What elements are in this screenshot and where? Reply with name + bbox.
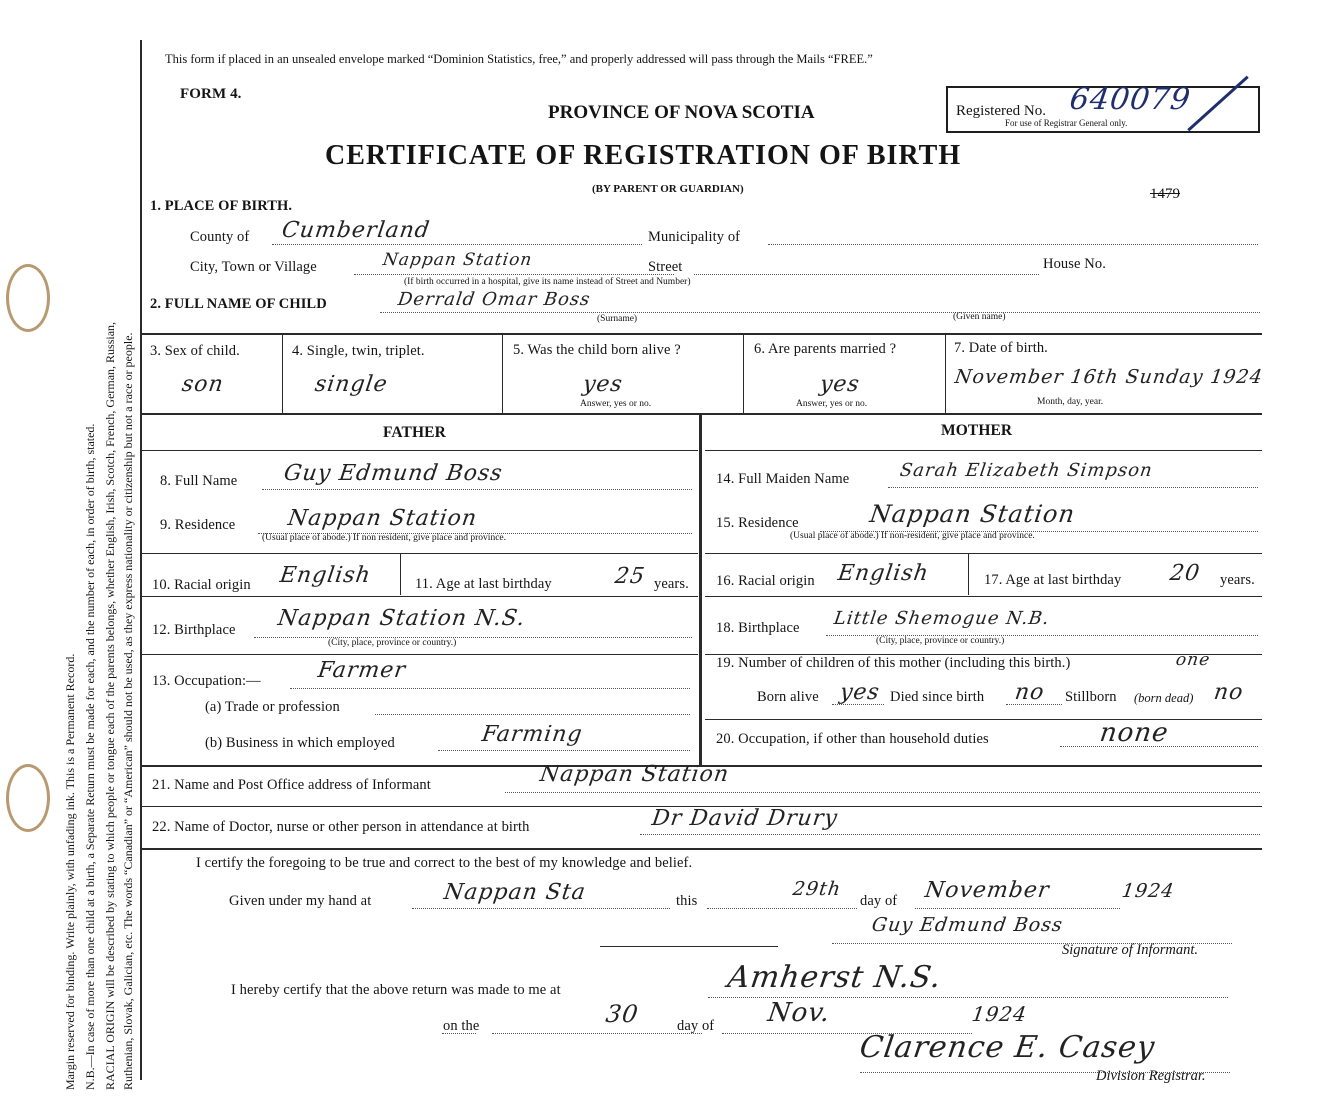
father-residence-note: (Usual place of abode.) If non resident, give place and province. — [262, 533, 506, 543]
municipality-label: Municipality of — [648, 229, 741, 245]
registered-note: For use of Registrar General only. — [1005, 118, 1128, 128]
sex-label: 3. Sex of child. — [150, 343, 240, 359]
birth-date-value: November 16th Sunday 1924 — [953, 366, 1265, 388]
parents-married-label: 6. Are parents married ? — [754, 341, 897, 357]
city-label: City, Town or Village — [190, 259, 317, 275]
stillborn-value: no — [1212, 680, 1246, 705]
children-label: 19. Number of children of this mother (including this birth.) — [716, 655, 1071, 671]
mother-birthplace-value: Little Shemogue N.B. — [832, 608, 1052, 629]
form-number: FORM 4. — [180, 86, 242, 102]
informant-signature-label: Signature of Informant. — [1062, 942, 1199, 958]
given-at-value: Nappan Sta — [442, 880, 588, 905]
column-divider — [699, 415, 702, 765]
mother-age-value: 20 — [1168, 561, 1202, 586]
father-age-years: years. — [654, 576, 689, 592]
hospital-note: (If birth occurred in a hospital, give its name instead of Street and Number) — [404, 277, 691, 287]
informant-value: Nappan Station — [538, 762, 731, 787]
father-residence-value: Nappan Station — [286, 506, 479, 531]
father-age-label: 11. Age at last birthday — [415, 576, 552, 592]
father-name-label: 8. Full Name — [160, 473, 238, 489]
business-label: (b) Business in which employed — [205, 735, 395, 751]
side-note-1: Margin reserved for binding. Write plainly, with unfading ink. This is a Permanent Record. — [63, 653, 77, 1090]
given-label: Given under my hand at — [229, 893, 372, 909]
this-label: this — [676, 893, 698, 909]
cert-statement: I certify the foregoing to be true and correct to the best of my knowledge and belief. — [196, 855, 693, 871]
registration-day-value: 30 — [604, 1000, 641, 1028]
mother-name-value: Sarah Elizabeth Simpson — [898, 460, 1155, 481]
divider-row3-top — [142, 333, 1262, 335]
margin-line — [140, 40, 142, 1080]
mother-name-label: 14. Full Maiden Name — [716, 471, 850, 487]
father-occupation-label: 13. Occupation:— — [152, 673, 261, 689]
child-name-value: Derrald Omar Boss — [396, 289, 592, 310]
father-birthplace-note: (City, place, province or country.) — [328, 638, 457, 648]
father-name-value: Guy Edmund Boss — [282, 461, 505, 486]
business-value: Farming — [480, 722, 585, 747]
given-name-note: (Given name) — [953, 312, 1006, 322]
sex-value: son — [180, 372, 226, 397]
cert-day-value: 29th — [791, 878, 843, 900]
side-note-3: RACIAL ORIGIN will be described by stating to which people or tongue each of the parents belongs, whether English, Irish, Scotch, French, German, Russian, — [103, 321, 117, 1090]
cert-month-value: November — [923, 878, 1052, 903]
certificate-title: CERTIFICATE OF REGISTRATION OF BIRTH — [325, 140, 962, 171]
birth-date-note: Month, day, year. — [1037, 397, 1104, 407]
child-name-label: 2. FULL NAME OF CHILD — [150, 296, 327, 312]
mother-occupation-value: none — [1097, 718, 1171, 748]
mailing-note: This form if placed in an unsealed envelope marked “Dominion Statistics, free,” and properly addressed will pass through the Mails “FREE.” — [165, 52, 873, 66]
house-label: House No. — [1043, 256, 1106, 272]
cert-year-value: 1924 — [1120, 880, 1176, 902]
registered-label: Registered No. — [956, 103, 1046, 119]
father-occupation-value: Farmer — [316, 658, 408, 683]
registered-at-value: Amherst N.S. — [725, 960, 944, 995]
plurality-value: single — [313, 372, 390, 397]
city-value: Nappan Station — [381, 250, 534, 270]
doctor-value: Dr David Drury — [650, 806, 840, 831]
father-birthplace-value: Nappan Station N.S. — [276, 606, 528, 631]
mother-race-label: 16. Racial origin — [716, 573, 815, 589]
mother-birthplace-note: (City, place, province or country.) — [876, 636, 1005, 646]
registered-number: 640079 — [1067, 82, 1193, 117]
registrar-signature: Clarence E. Casey — [857, 1030, 1158, 1065]
mother-residence-label: 15. Residence — [716, 515, 799, 531]
father-heading: FATHER — [383, 424, 446, 441]
father-race-label: 10. Racial origin — [152, 577, 251, 593]
trade-label: (a) Trade or profession — [205, 699, 340, 715]
cert-day-of-label: day of — [860, 893, 898, 909]
died-label: Died since birth — [890, 689, 985, 705]
mother-occupation-label: 20. Occupation, if other than household duties — [716, 731, 989, 747]
on-the-label: on the — [443, 1018, 480, 1034]
registration-month-value: Nov. — [765, 998, 833, 1028]
stamp-number: 1479 — [1150, 186, 1180, 202]
born-alive-note: Answer, yes or no. — [580, 399, 652, 409]
parents-married-note: Answer, yes or no. — [796, 399, 868, 409]
mother-age-years: years. — [1220, 572, 1255, 588]
county-label: County of — [190, 229, 250, 245]
street-label: Street — [648, 259, 683, 275]
father-birthplace-label: 12. Birthplace — [152, 622, 236, 638]
doctor-label: 22. Name of Doctor, nurse or other person in attendance at birth — [152, 819, 530, 835]
binding-hole-bottom — [6, 764, 50, 832]
divider-cert-top — [142, 848, 1262, 850]
mother-birthplace-label: 18. Birthplace — [716, 620, 800, 636]
mother-race-value: English — [836, 561, 931, 586]
mother-heading: MOTHER — [941, 422, 1013, 439]
divider-row3-bottom — [142, 413, 1262, 415]
father-age-value: 25 — [613, 564, 647, 589]
side-note-2: N.B.—In case of more than one child at a birth, a Separate Return must be made for each, and the number of each, in order of birth, stated. — [83, 423, 97, 1090]
father-residence-label: 9. Residence — [160, 517, 236, 533]
binding-hole-top — [6, 264, 50, 332]
registration-year-value: 1924 — [970, 1002, 1029, 1026]
born-alive-label: 5. Was the child born alive ? — [513, 342, 681, 358]
mother-residence-value: Nappan Station — [868, 500, 1078, 528]
registrar-statement: I hereby certify that the above return was made to me at — [231, 982, 561, 998]
side-note-4: Ruthenian, Slovak, Galician, etc. The words “Canadian” or “American” should not be used, as they express nationality or citizenship but not a race or people. — [121, 332, 135, 1090]
children-value: one — [1174, 650, 1212, 670]
surname-note: (Surname) — [597, 314, 638, 324]
born-alive-count-label: Born alive — [757, 689, 819, 705]
informant-label: 21. Name and Post Office address of Informant — [152, 777, 431, 793]
parents-married-value: yes — [818, 372, 862, 397]
mother-age-label: 17. Age at last birthday — [984, 572, 1122, 588]
certificate-subtitle: (BY PARENT OR GUARDIAN) — [592, 183, 744, 195]
registrar-label: Division Registrar. — [1096, 1068, 1206, 1084]
registration-day-of-label: day of — [677, 1018, 715, 1034]
mother-residence-note: (Usual place of abode.) If non-resident, give place and province. — [790, 531, 1035, 541]
born-alive-value: yes — [581, 372, 625, 397]
stillborn-note: (born dead) — [1134, 691, 1194, 705]
county-value: Cumberland — [280, 218, 432, 243]
died-value: no — [1013, 680, 1047, 705]
birth-date-label: 7. Date of birth. — [954, 340, 1048, 356]
father-race-value: English — [278, 563, 373, 588]
stillborn-label: Stillborn — [1065, 689, 1117, 705]
informant-signature: Guy Edmund Boss — [870, 914, 1065, 936]
plurality-label: 4. Single, twin, triplet. — [292, 343, 425, 359]
province-heading: PROVINCE OF NOVA SCOTIA — [548, 102, 815, 123]
born-alive-count-value: yes — [838, 680, 882, 705]
place-heading: 1. PLACE OF BIRTH. — [150, 198, 293, 214]
